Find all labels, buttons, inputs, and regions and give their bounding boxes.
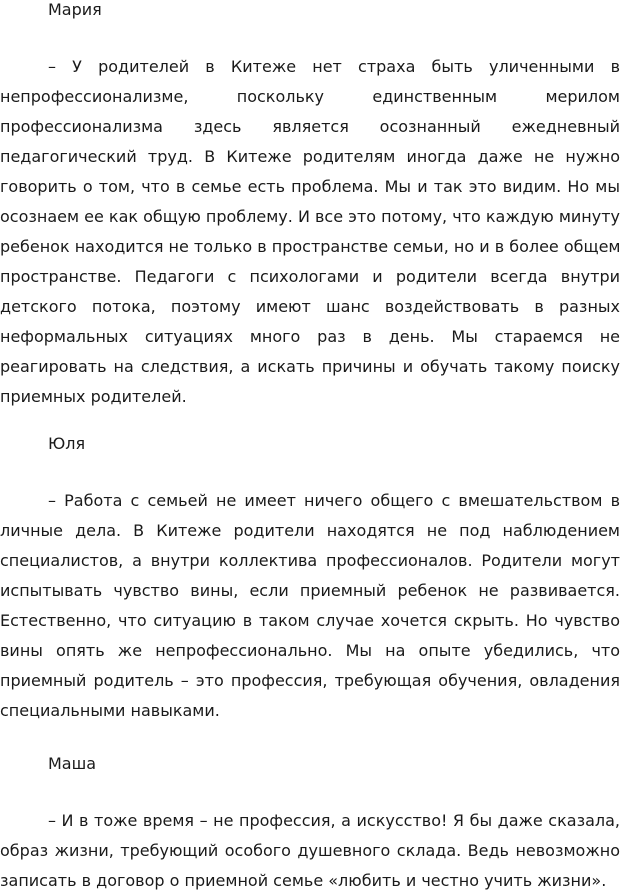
paragraph-line: говорить о том, что в семье есть проблема. Мы и так это видим. Но мы (0, 177, 620, 196)
paragraph-line: ребенок находится не только в пространстве семьи, но и в более общем (0, 237, 620, 256)
paragraph (0, 486, 620, 726)
paragraph (0, 806, 620, 896)
paragraph-line: записать в договор о приемной семье «любить и честно учить жизни». (0, 871, 607, 890)
paragraph-line: приемный родитель – это профессия, требующая обучения, овладения (0, 671, 620, 690)
paragraph-line: реагировать на следствия, а искать причины и обучать такому поиску (0, 357, 620, 376)
paragraph-line: – Работа с семьей не имеет ничего общего с вмешательством в (48, 491, 620, 510)
paragraph-line: Естественно, что ситуацию в таком случае хочется скрыть. Но чувство (0, 611, 620, 630)
speaker-name: Маша (48, 754, 97, 773)
speaker-name: Мария (48, 0, 102, 19)
paragraph-line: вины опять же непрофессионально. Мы на опыте убедились, что (0, 641, 620, 660)
paragraph-line: приемных родителей. (0, 387, 187, 406)
paragraph-line: образ жизни, требующий особого душевного склада. Ведь невозможно (0, 841, 620, 860)
paragraph (0, 52, 620, 412)
paragraph-line: педагогический труд. В Китеже родителям иногда даже не нужно (0, 147, 620, 166)
paragraph-line: непрофессионализме, поскольку единственным мерилом (0, 87, 620, 106)
paragraph-line: испытывать чувство вины, если приемный ребенок не развивается. (0, 581, 620, 600)
paragraph-line: неформальных ситуациях много раз в день. Мы стараемся не (0, 327, 620, 346)
paragraph-line: осознаем ее как общую проблему. И все это потому, что каждую минуту (0, 207, 620, 226)
paragraph-line: профессионализма здесь является осознанный ежедневный (0, 117, 620, 136)
paragraph-line: детского потока, поэтому имеют шанс воздействовать в разных (0, 297, 620, 316)
paragraph-line: личные дела. В Китеже родители находятся не под наблюдением (0, 521, 620, 540)
paragraph-line: специалистов, а внутри коллектива профессионалов. Родители могут (0, 551, 620, 570)
paragraph-line: пространстве. Педагоги с психологами и родители всегда внутри (0, 267, 620, 286)
paragraph-line: специальными навыками. (0, 701, 220, 720)
paragraph-line: – И в тоже время – не профессия, а искусство! Я бы даже сказала, (48, 811, 620, 830)
paragraph-line: – У родителей в Китеже нет страха быть уличенными в (48, 57, 620, 76)
speaker-name: Юля (48, 434, 86, 453)
